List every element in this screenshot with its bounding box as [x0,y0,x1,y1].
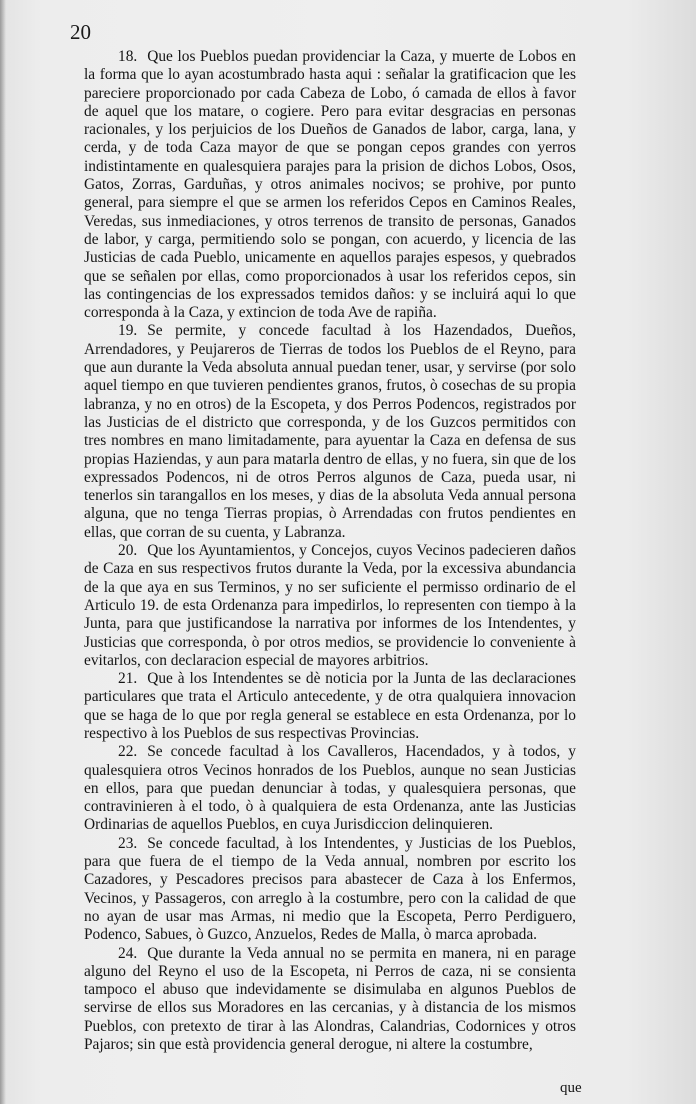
article-21 [84,670,576,743]
body-text [84,48,576,1054]
article-text: Se permite, y concede facultad à los Hazendados, Dueños, Arrendadores, y Peujareros de Tierras de todos los Pueblos de el Reyno, para que aun durante la Veda absoluta annual puedan tener, usar, y servirse (por solo aquel tiempo en que tuvieren pendientes granos, frutos, ò cosechas de su propia labranza, y no en otros) de la Escopeta, y dos Perros Podencos, registrados por las Justicias de el districto que corresponda, y de los Guzcos permitidos con tres nombres en mano limitadamente, para ayuentar la Caza en defensa de sus propias Haziendas, y aun para matarla dentro de ellas, y no fuera, sin que de los expressados Podencos, ni de otros Perros algunos de Caza, pueda usar, ni tenerlos sin tarangallos en los meses, y dias de la absoluta Veda annual persona alguna, que no tenga Tierras propias, ò Arrendadas con frutos pendientes en ellas, que corran de su cuenta, y Labranza. [84,322,576,541]
article-text: Que los Ayuntamientos, y Concejos, cuyos Vecinos padecieren daños de Caza en sus respectivos frutos durante la Veda, por la excessiva abundancia de la que aya en sus Terminos, y no ser suficiente el permisso ordinario de el Articulo 19. de esta Ordenanza para impedirlos, lo representen con tiempo à la Junta, para que justificandose la narrativa por informes de los Intendentes, y Justicias que corresponda, ò por otros medios, se providencie lo conveniente à evitarlos, con declaracion especial de mayores arbitrios. [84,542,576,669]
article-text: Se concede facultad à los Cavalleros, Hacendados, y à todos, y qualesquiera otros Vecinos honrados de los Pueblos, aunque no sean Justicias en ellos, para que puedan denunciar à todas, y qualesquiera personas, que contravinieren à el todo, ò à qualquiera de esta Ordenanza, ante las Justicias Ordinarias de aquellos Pueblos, en cuya Jurisdiccion delinquieren. [84,743,576,834]
binding-shadow [0,0,6,1104]
article-number: 20. [118,542,138,560]
article-number: 24. [118,944,138,962]
article-text: Que durante la Veda annual no se permita en manera, ni en parage alguno del Reyno el uso de la Escopeta, ni Perros de caza, ni se consienta tampoco el abuso que indevidamente se disimulaba en algunos Pueblos de servirse de ellos sus Moradores en las cercanias, y à distancia de los mismos Pueblos, con pretexto de tirar à las Alondras, Calandrias, Codornices y otros Pajaros; sin que està providencia general derogue, ni altere la costumbre, [84,944,576,1054]
article-18 [84,48,576,322]
article-text: Que à los Intendentes se dè noticia por la Junta de las declaraciones particulares que trata el Articulo antecedente, y de otra qualquiera innovacion que se haga de lo que por regla general se establece en esta Ordenanza, por lo respectivo à los Pueblos de sus respectivas Provincias. [84,670,576,742]
article-19 [84,322,576,542]
article-text: Que los Pueblos puedan providenciar la Caza, y muerte de Lobos en la forma que lo ayan acostumbrado hasta aqui : señalar la gratificacion que les pareciere proporcionado por cada Cabeza de Lobo, ó camada de ellos à favor de aquel que los matare, o cogiere. Pero para evitar desgracias en personas racionales, y los perjuicios de los Dueños de Ganados de labor, carga, lana, y cerda, y de toda Caza mayor de que se pongan cepos grandes con yerros indistintamente en qualesquiera parajes para la prision de dichos Lobos, Osos, Gatos, Zorras, Garduñas, y otros animales nocivos; se prohive, por punto general, para siempre el que se armen los referidos Cepos en Caminos Reales, Veredas, sus inmediaciones, y otros terrenos de transito de personas, Ganados de labor, y carga, permitiendo solo se pongan, con acuerdo, y licencia de las Justicias de cada Pueblo, unicamente en aquellos parajes espesos, y quebrados que se señalen por ellas, como proporcionados à usar los referidos cepos, sin las contingencias de los expressados temidos daños: y se incluirá aqui lo que corresponda à la Caza, y extincion de toda Ave de rapiña. [84,48,576,322]
catchword: que [560,1080,582,1096]
article-number: 21. [118,670,138,688]
article-text: Se concede facultad, à los Intendentes, y Justicias de los Pueblos, para que fuera de el tiempo de la Veda annual, nombren por escrito los Cazadores, y Pescadores precisos para abastecer de Caza à los Enfermos, Vecinos, y Passageros, con arreglo à la costumbre, pero con la calidad de que no ayan de usar mas Armas, ni medio que la Escopeta, Perro Perdiguero, Podenco, Sabues, ò Guzco, Anzuelos, Redes de Malla, ò marca aprobada. [84,834,576,944]
article-number: 18. [118,48,138,65]
article-number: 19. [118,322,138,340]
article-24 [84,945,576,1055]
article-22 [84,743,576,834]
page-number: 20 [70,20,91,44]
article-23 [84,835,576,945]
article-number: 22. [118,743,138,761]
article-20 [84,542,576,670]
article-number: 23. [118,834,138,852]
